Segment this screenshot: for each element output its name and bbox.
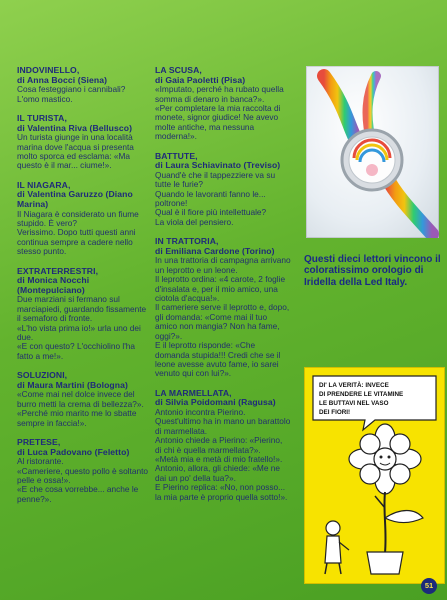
joke-text: «L'ho vista prima io!» urla uno dei due.: [17, 322, 141, 343]
joke-author: di Emiliana Cardone (Torino): [155, 245, 275, 256]
joke-title: PRETESE,: [17, 437, 61, 448]
joke-author: di Maura Martini (Bologna): [17, 379, 128, 390]
joke-text: Il Niagara è considerato un fiume stupido. È vero?: [17, 208, 139, 228]
cartoon-caption-line: DI' LA VERITÀ: INVECE: [319, 382, 389, 389]
joke-item: [17, 66, 149, 104]
joke-text: E il leprotto risponde: «Che domanda stupida!!! Credi che se il leone avesse avuto fame, io sarei venuto qui con lui?».: [155, 340, 281, 379]
joke-text: «Imputato, perché ha rubato quella somma di denaro in banca?».: [155, 84, 284, 104]
joke-author: di Valentina Garuzzo (Diano Marina): [17, 189, 133, 209]
cartoon-caption-line: DEI FIORI!: [319, 409, 351, 416]
joke-text: Il leprotto ordina: «4 carote, 2 foglie d'insalata e, per il mio amico, una ciotola d'acqua!».: [155, 274, 286, 304]
joke-text: Qual è il fiore più intellettuale?: [155, 207, 267, 218]
joke-item: [17, 371, 149, 428]
joke-author: di Gaia Paoletti (Pisa): [155, 74, 246, 85]
joke-text: Un turista giunge in una località marina dove l'acqua si presenta molto sporca ed esclama: «Ma questo è il mar... ciume!».: [17, 132, 134, 171]
joke-item: [17, 438, 149, 504]
joke-author: di Monica Nocchi (Montepulciano): [17, 275, 90, 295]
cartoon-caption-line: LE BUTTAVI NEL VASO: [319, 400, 389, 407]
joke-title: SOLUZIONI,: [17, 370, 68, 381]
joke-text: «E che cosa vorrebbe... anche le penne?».: [17, 484, 139, 504]
joke-title: IL TURISTA,: [17, 113, 67, 123]
rainbow-watch-illustration: [306, 66, 439, 238]
jokes-column-middle: [155, 66, 291, 512]
joke-text: In una trattoria di campagna arrivano un leprotto e un leone.: [155, 255, 291, 275]
joke-author: di Luca Padovano (Feletto): [17, 446, 130, 457]
cartoon-caption-line: DI PRENDERE LE VITAMINE: [319, 391, 404, 398]
joke-text: Quando le lavoranti fanno le... poltrone!: [155, 188, 266, 209]
joke-title: IL NIAGARA,: [17, 179, 71, 190]
joke-text: La viola del pensiero.: [155, 216, 234, 227]
joke-title: LA MARMELLATA,: [155, 387, 232, 398]
joke-text: «Perché mio marito me lo sbatte sempre in faccia!».: [17, 408, 137, 428]
joke-text: «Metà mia e metà di mio fratello!».: [155, 453, 283, 464]
page-number: 51: [421, 578, 437, 594]
joke-text: Al ristorante.: [17, 456, 64, 467]
joke-text: E Pierino replica: «No, non posso... la mia parte è proprio quella sotto!».: [155, 482, 288, 502]
joke-item: [155, 66, 291, 142]
joke-item: [17, 114, 149, 171]
joke-text: «E con questo? L'occhiolino l'ha fatto a me!».: [17, 341, 136, 361]
joke-item: [17, 181, 149, 257]
joke-title: LA SCUSA,: [155, 65, 202, 75]
joke-item: [155, 152, 291, 228]
joke-item: [155, 237, 291, 378]
joke-author: di Anna Bocci (Siena): [17, 74, 108, 85]
joke-title: BATTUTE,: [155, 150, 198, 161]
joke-text: Antonio incontra Pierino. Quest'ultimo ha in mano un barattolo di marmellata.: [155, 406, 291, 436]
cartoon-panel: [304, 367, 445, 584]
joke-text: Antonio chiede a Pierino: «Pierino, di chi è quella marmellata?».: [155, 435, 283, 455]
joke-item: [155, 389, 291, 502]
joke-author: di Laura Schiavinato (Treviso): [155, 160, 281, 171]
joke-title: EXTRATERRESTRI,: [17, 265, 99, 276]
watch-photo: [306, 66, 439, 238]
jokes-column-left: [17, 66, 149, 514]
prize-announcement: Questi dieci lettori vincono il coloratissimo orologio di Iridella della Led Italy.: [304, 254, 441, 288]
joke-author: di Valentina Riva (Bellusco): [17, 122, 133, 133]
joke-text: Verissimo. Dopo tutti questi anni continua sempre a cadere nello stesso punto.: [17, 227, 136, 257]
joke-text: Il cameriere serve il leprotto e, dopo, gli domanda: «Come mai il tuo amico non mangia? Non ha fame, oggi?».: [155, 302, 290, 341]
flower-cartoon-illustration: [305, 368, 444, 583]
joke-text: «Come mai nel dolce invece del burro metti la crema di bellezza?».: [17, 389, 144, 409]
joke-text: «Per completare la mia raccolta di monete, signor giudice! Ne avevo molte antiche, ma nessuna moderna!».: [155, 103, 281, 142]
joke-title: INDOVINELLO,: [17, 65, 80, 75]
joke-item: [17, 267, 149, 362]
joke-text: Quand'è che il tappezziere va su tutte le furie?: [155, 169, 276, 190]
joke-text: Cosa festeggiano i cannibali? L'omo mastico.: [17, 84, 126, 104]
joke-text: Antonio, allora, gli chiede: «Me ne dai un po' della tua?».: [155, 463, 280, 483]
joke-title: IN TRATTORIA,: [155, 236, 219, 247]
joke-text: Due marziani si fermano sul marciapiedi, guardando fissamente il semaforo di fronte.: [17, 294, 147, 324]
joke-author: di Silvia Poidomani (Ragusa): [155, 397, 276, 408]
joke-text: «Cameriere, questo pollo è soltanto pelle e ossa!».: [17, 465, 148, 486]
